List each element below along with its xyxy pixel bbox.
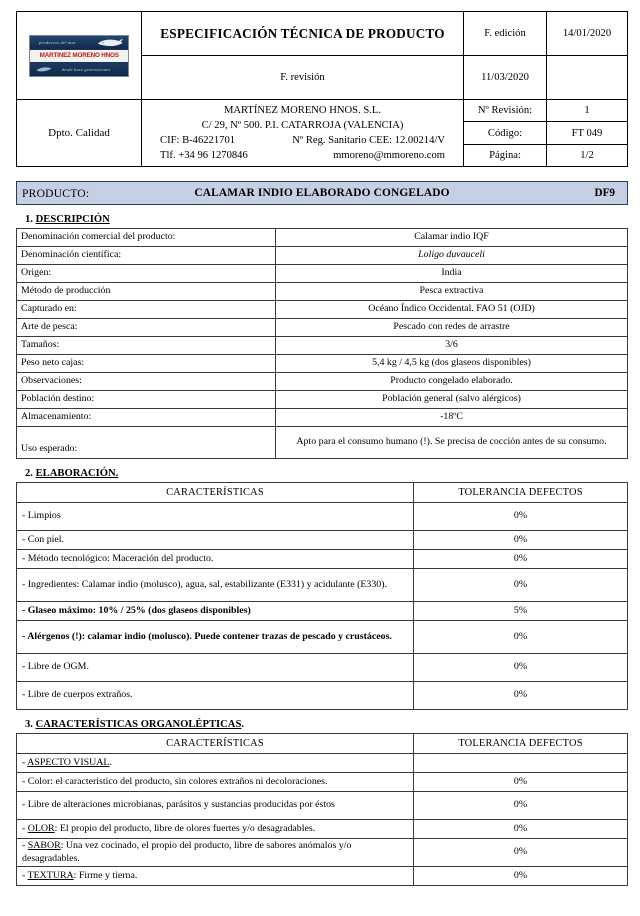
table-row <box>17 427 628 459</box>
organoleptic-bullet: - <box>22 799 28 811</box>
code-label: Código: <box>464 122 547 144</box>
revision-date-value: 11/03/2020 <box>464 56 547 100</box>
description-key: Uso esperado: <box>17 427 276 459</box>
organoleptic-text: Firme y tierna. <box>78 870 138 882</box>
description-value: Pesca extractiva <box>276 283 628 301</box>
elaboration-col-tolerance: TOLERANCIA DEFECTOS <box>414 483 628 503</box>
table-row <box>17 265 628 283</box>
table-row <box>17 283 628 301</box>
elaboration-characteristic: - Método tecnológico: Maceración del producto. <box>17 550 414 569</box>
description-value: Apto para el consumo humano (!). Se precisa de cocción antes de su consumo. <box>276 427 628 459</box>
product-label: PRODUCTO: <box>22 186 90 200</box>
organoleptic-label-suffix: : <box>60 840 66 852</box>
table-header-row <box>17 483 628 503</box>
organoleptic-tolerance: 0% <box>414 839 628 867</box>
elaboration-characteristic: - Alérgenos (!): calamar indio (molusco). Puede contener trazas de pescado y crustáceos. <box>17 621 414 654</box>
elaboration-tolerance: 5% <box>414 602 628 621</box>
organoleptic-attribute-label: ASPECTO VISUAL <box>27 756 110 768</box>
company-info-cell <box>142 100 464 167</box>
table-row <box>17 409 628 427</box>
description-table <box>16 228 628 459</box>
company-name: MARTÍNEZ MORENO HNOS. S.L. <box>223 105 382 116</box>
table-row <box>17 229 628 247</box>
company-email: mmoreno@mmoreno.com <box>333 150 445 162</box>
description-key: Observaciones: <box>17 373 276 391</box>
page-value: 1/2 <box>547 144 628 166</box>
description-table-body <box>17 229 628 459</box>
description-value: India <box>276 265 628 283</box>
section-1-title: DESCRIPCIÓN <box>35 214 110 226</box>
logo-bottom-band <box>30 63 128 76</box>
organoleptic-tolerance: 0% <box>414 773 628 792</box>
table-row <box>17 839 628 867</box>
page-label: Página: <box>464 144 547 166</box>
description-value: Producto congelado elaborado. <box>276 373 628 391</box>
elaboration-tolerance: 0% <box>414 569 628 602</box>
description-value: Océano Índico Occidental. FAO 51 (OJD) <box>276 301 628 319</box>
elaboration-characteristic: - Ingredientes: Calamar indio (molusco), agua, sal, estabilizante (E331) y acidulante (E330). <box>17 569 414 602</box>
section-3-heading-suffix: . <box>241 719 245 731</box>
product-name: CALAMAR INDIO ELABORADO CONGELADO <box>194 187 450 200</box>
organoleptic-characteristic <box>17 820 414 839</box>
description-key: Denominación comercial del producto: <box>17 229 276 247</box>
section-3-title: CARACTERÍSTICAS ORGANOLÉPTICAS <box>35 719 242 731</box>
description-value: Calamar indio IQF <box>276 229 628 247</box>
organoleptic-text: Color: el caracteristico del producto, sin colores extraños ni decoloraciones. <box>27 775 328 787</box>
description-key: Origen: <box>17 265 276 283</box>
elaboration-characteristic: - Limpios <box>17 503 414 531</box>
organoleptic-characteristic <box>17 839 414 867</box>
swoosh-icon <box>36 66 52 73</box>
description-value: Pescado con redes de arrastre <box>276 319 628 337</box>
section-3-heading <box>25 719 628 730</box>
organoleptic-text: Libre de alteraciones microbianas, parásitos y sustancias producidas por éstos <box>27 799 335 811</box>
description-key: Denominación científica: <box>17 247 276 265</box>
description-key: Método de producción <box>17 283 276 301</box>
elaboration-characteristic: - Libre de cuerpos extraños. <box>17 682 414 710</box>
edition-date-label: F. edición <box>464 12 547 56</box>
revision-number-value: 1 <box>547 100 628 122</box>
revision-date-label: F. revisión <box>142 56 464 100</box>
elaboration-characteristic: - Glaseo máximo: 10% / 25% (dos glaseos disponibles) <box>17 602 414 621</box>
organoleptic-label-suffix: : <box>54 822 60 834</box>
organoleptic-tolerance <box>414 754 628 773</box>
table-row <box>17 773 628 792</box>
organoleptic-bullet: - <box>22 756 28 768</box>
description-key: Almacenamiento: <box>17 409 276 427</box>
organoleptic-label-suffix: . <box>109 756 112 768</box>
organoleptic-bullet: - <box>22 870 28 882</box>
fish-icon <box>97 38 123 47</box>
organoleptic-attribute-label: TEXTURA <box>27 870 74 882</box>
table-row <box>17 792 628 820</box>
document-page <box>0 11 640 916</box>
elaboration-col-characteristics: CARACTERÍSTICAS <box>17 483 414 503</box>
company-cif: CIF: B-46221701 <box>160 135 236 147</box>
elaboration-tolerance: 0% <box>414 621 628 654</box>
organoleptic-characteristic <box>17 773 414 792</box>
organoleptic-attribute-label: OLOR <box>27 822 55 834</box>
description-value: 3/6 <box>276 337 628 355</box>
table-row <box>17 319 628 337</box>
table-row <box>17 503 628 531</box>
revision-number-label: Nº Revisión: <box>464 100 547 122</box>
company-health-reg: Nº Reg. Sanitario CEE: 12.00214/V <box>292 135 445 147</box>
organoleptic-tolerance: 0% <box>414 792 628 820</box>
product-banner <box>16 181 628 205</box>
section-2-number: 2. <box>25 468 33 480</box>
document-title: ESPECIFICACIÓN TÉCNICA DE PRODUCTO <box>142 12 464 56</box>
table-row <box>17 337 628 355</box>
organoleptic-col-tolerance: TOLERANCIA DEFECTOS <box>414 734 628 754</box>
organoleptic-characteristic <box>17 792 414 820</box>
organoleptic-characteristic <box>17 867 414 886</box>
description-key: Tamaños: <box>17 337 276 355</box>
organoleptic-table-body <box>17 734 628 886</box>
section-1-number: 1. <box>25 214 33 226</box>
organoleptic-attribute-label: SABOR <box>27 840 61 852</box>
elaboration-characteristic: - Libre de OGM. <box>17 654 414 682</box>
table-header-row <box>17 734 628 754</box>
description-value: -18ºC <box>276 409 628 427</box>
table-row <box>17 531 628 550</box>
logo-tagline-bottom: desde hace generaciones <box>61 66 111 72</box>
section-1-heading <box>25 214 628 225</box>
table-row <box>17 301 628 319</box>
elaboration-table-body <box>17 483 628 710</box>
table-row <box>17 621 628 654</box>
document-header-table <box>16 11 628 167</box>
logo-brand-band <box>30 50 128 62</box>
section-3-number: 3. <box>25 719 33 731</box>
elaboration-tolerance: 0% <box>414 550 628 569</box>
elaboration-tolerance: 0% <box>414 503 628 531</box>
organoleptic-text: Una vez cocinado, el propio del producto, libre de sabores anómalos y/o desagradables. <box>22 840 352 864</box>
company-address: C/ 29, Nº 500. P.I. CATARROJA (VALENCIA) <box>201 120 404 132</box>
table-row <box>17 602 628 621</box>
table-row <box>17 550 628 569</box>
organoleptic-tolerance: 0% <box>414 820 628 839</box>
logo-top-band <box>30 36 128 49</box>
company-logo-cell <box>17 12 142 100</box>
table-row <box>17 373 628 391</box>
table-row <box>17 355 628 373</box>
table-row <box>17 754 628 773</box>
organoleptic-bullet: - <box>22 775 28 787</box>
description-value: Población general (salvo alérgicos) <box>276 391 628 409</box>
table-row <box>17 569 628 602</box>
company-phone: Tlf. +34 96 1270846 <box>160 150 248 162</box>
table-row <box>17 391 628 409</box>
table-row <box>17 682 628 710</box>
organoleptic-table <box>16 733 628 886</box>
elaboration-characteristic: - Con piel. <box>17 531 414 550</box>
logo-brand-text: MARTINEZ MORENO HNOS <box>39 52 119 59</box>
table-row <box>17 820 628 839</box>
logo-tagline-top: productos del mar <box>39 39 77 45</box>
organoleptic-label-suffix: : <box>73 870 79 882</box>
product-code: DF9 <box>594 187 615 200</box>
code-value: FT 049 <box>547 122 628 144</box>
description-value: 5,4 kg / 4,5 kg (dos glaseos disponibles) <box>276 355 628 373</box>
table-row <box>17 867 628 886</box>
elaboration-table <box>16 482 628 710</box>
elaboration-tolerance: 0% <box>414 654 628 682</box>
organoleptic-bullet: - <box>22 840 28 852</box>
elaboration-tolerance: 0% <box>414 531 628 550</box>
edition-date-value: 14/01/2020 <box>547 12 628 56</box>
organoleptic-tolerance: 0% <box>414 867 628 886</box>
department-cell: Dpto. Calidad <box>17 100 142 167</box>
organoleptic-text: El propio del producto, libre de olores fuertes y/o desagradables. <box>59 822 316 834</box>
organoleptic-characteristic <box>17 754 414 773</box>
table-row <box>17 654 628 682</box>
table-row <box>17 247 628 265</box>
section-2-title: ELABORACIÓN. <box>35 468 119 480</box>
description-key: Peso neto cajas: <box>17 355 276 373</box>
company-logo <box>29 35 129 77</box>
organoleptic-bullet: - <box>22 822 28 834</box>
section-2-heading <box>25 468 628 479</box>
organoleptic-col-characteristics: CARACTERÍSTICAS <box>17 734 414 754</box>
description-key: Arte de pesca: <box>17 319 276 337</box>
description-value: Loligo duvauceli <box>276 247 628 265</box>
description-key: Capturado en: <box>17 301 276 319</box>
elaboration-tolerance: 0% <box>414 682 628 710</box>
description-key: Población destino: <box>17 391 276 409</box>
